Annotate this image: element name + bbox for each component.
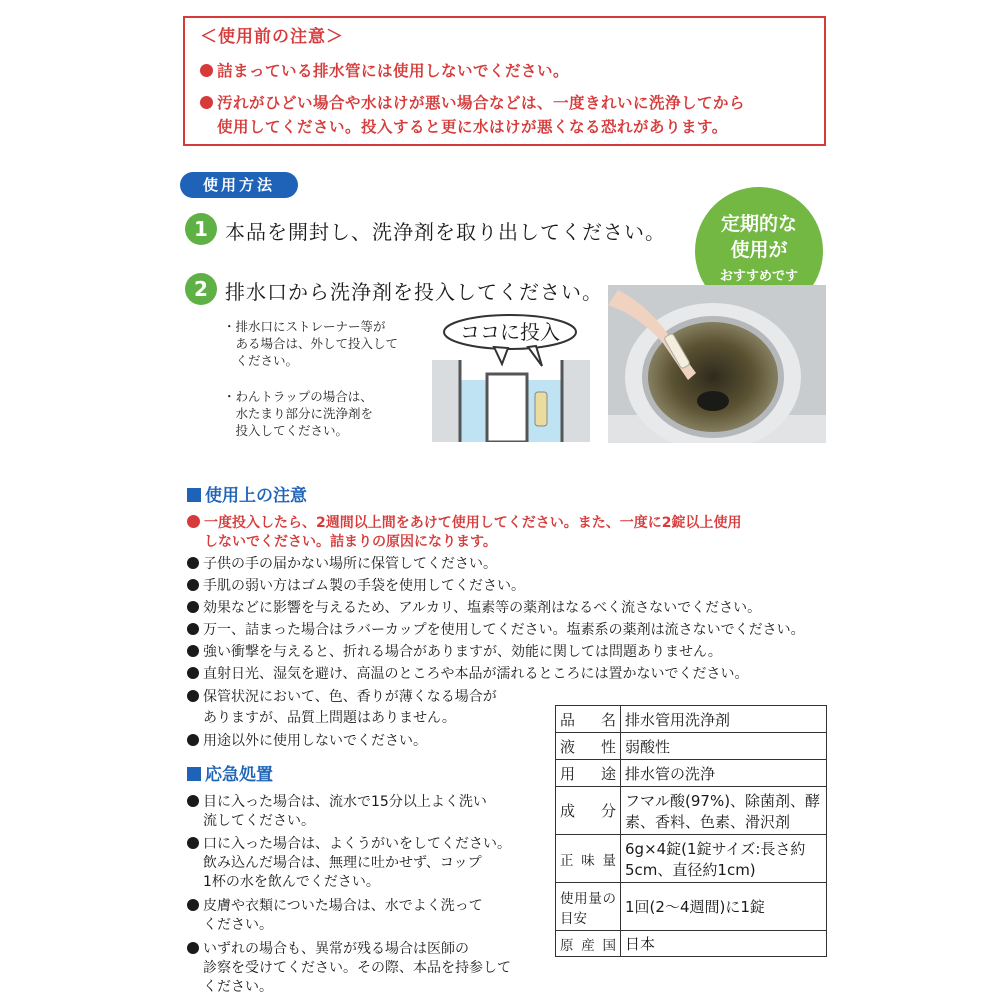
first-aid-item-continued: 飲み込んだ場合は、無理に吐かせず、コップ [203,855,482,871]
precaution-item: 用途以外に使用しないでください。 [187,730,427,750]
precaution-item: 子供の手の届かない場所に保管してください。 [187,553,497,573]
bullet-icon [187,899,199,911]
spec-key: 用途 [556,760,621,787]
precautions-heading: 使用上の注意 [187,481,307,506]
precaution-item-continued: ありますが、品質上問題はありません。 [203,710,456,726]
step-number: 2 [185,273,217,305]
first-aid-item: 目に入った場合は、流水で15分以上よく洗い [187,791,487,811]
usage-note: ・わんトラップの場合は、 水たまり部分に洗浄剤を 投入してください。 [223,389,374,438]
spec-key: 液性 [556,733,621,760]
spec-value: 1回(2〜4週間)に1錠 [621,883,827,931]
precaution-item: 直射日光、湿気を避け、高温のところや本品が濡れるところには置かないでください。 [187,663,748,683]
precaution-item: 万一、詰まった場合はラバーカップを使用してください。塩素系の薬剤は流さないでください。 [187,619,805,639]
precaution-item: 保管状況において、色、香りが薄くなる場合が [187,686,497,706]
step-text: 本品を開封し、洗浄剤を取り出してください。 [225,220,666,244]
table-row [556,706,827,733]
caution-item: 詰まっている排水管には使用しないでください。 [200,59,569,81]
spec-key: 使用量の目安 [556,883,621,931]
table-row [556,733,827,760]
precaution-warning-continued: しないでください。詰まりの原因になります。 [204,534,497,550]
spec-key: 品名 [556,706,621,733]
bullet-icon [187,690,199,702]
square-icon [187,767,201,781]
spec-value: 排水管の洗浄 [621,760,827,787]
table-row [556,883,827,931]
step-text: 排水口から洗浄剤を投入してください。 [225,280,603,304]
first-aid-item-continued: 診察を受けてください。その際、本品を持参して [203,960,511,976]
spec-value: 6g×4錠(1錠サイズ:長さ約5cm、直径約1cm) [621,835,827,883]
bullet-icon [187,579,199,591]
first-aid-item: いずれの場合も、異常が残る場合は医師の [187,938,469,958]
spec-value: 日本 [621,931,827,957]
table-row [556,760,827,787]
sink-photo [608,285,826,443]
spec-key: 正味量 [556,835,621,883]
spec-value: フマル酸(97%)、除菌剤、酵素、香料、色素、滑沢剤 [621,787,827,835]
first-aid-item: 皮膚や衣類についた場合は、水でよく洗って [187,895,483,915]
precaution-item: 強い衝撃を与えると、折れる場合がありますが、効能に関しては問題ありません。 [187,641,722,661]
first-aid-item-continued: 1杯の水を飲んでください。 [203,874,380,890]
first-aid-item: 口に入った場合は、よくうがいをしてください。 [187,833,511,853]
bullet-icon [187,645,199,657]
precaution-item: 手肌の弱い方はゴム製の手袋を使用してください。 [187,575,525,595]
spec-value: 弱酸性 [621,733,827,760]
table-row [556,835,827,883]
diagram-label: ココに投入 [460,320,560,344]
bullet-icon [200,96,213,109]
bullet-icon [200,64,213,77]
bullet-icon [187,734,199,746]
precaution-warning: 一度投入したら、2週間以上間をあけて使用してください。また、一度に2錠以上使用 [187,512,741,532]
bullet-icon [187,515,200,528]
recommend-badge: 定期的な 使用が おすすめです [695,187,823,315]
caution-item: 汚れがひどい場合や水はけが悪い場合などは、一度きれいに洗浄してから [200,91,745,113]
bullet-icon [187,557,199,569]
bullet-icon [187,942,199,954]
step-number: 1 [185,213,217,245]
bullet-icon [187,623,199,635]
bullet-icon [187,667,199,679]
bullet-icon [187,837,199,849]
spec-value: 排水管用洗浄剤 [621,706,827,733]
first-aid-item-continued: 流してください。 [203,813,315,829]
spec-key: 原産国 [556,931,621,957]
spec-table [555,705,827,957]
usage-label: 使用方法 [180,172,298,198]
caution-item-continued: 使用してください。投入すると更に水はけが悪くなる恐れがあります。 [217,118,728,136]
table-row [556,787,827,835]
bullet-icon [187,601,199,613]
spec-key: 成分 [556,787,621,835]
table-row [556,931,827,957]
first-aid-item-continued: ください。 [203,979,273,995]
square-icon [187,488,201,502]
drain-diagram [432,312,590,442]
bullet-icon [187,795,199,807]
caution-title: ＜使用前の注意＞ [200,27,344,47]
first-aid-heading: 応急処置 [187,760,273,785]
usage-note: ・排水口にストレーナー等が ある場合は、外して投入して ください。 [223,319,399,368]
precaution-item: 効果などに影響を与えるため、アルカリ、塩素等の薬剤はなるべく流さないでください。 [187,597,761,617]
first-aid-item-continued: ください。 [203,917,273,933]
